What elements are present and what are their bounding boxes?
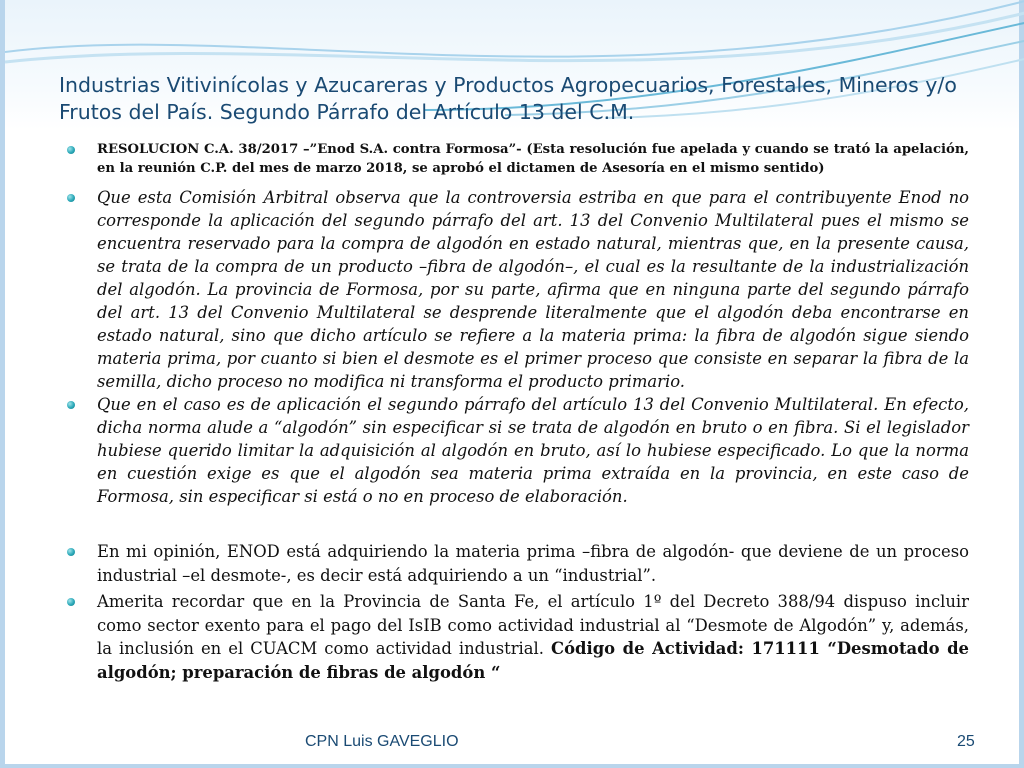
activity-code-text: Código de Actividad: 171111 “Desmotado de algodón; preparación de fibras de algodón “ bbox=[97, 639, 969, 682]
bullet-dot-icon bbox=[67, 401, 75, 409]
bullet-text: RESOLUCION C.A. 38/2017 –”Enod S.A. contra Formosa”- (Esta resolución fue apelada y cuando se trató la apelación, en la reunión C.P. del mes de marzo 2018, se aprobó el dictamen de Asesoría en el mismo sentido) bbox=[97, 142, 969, 176]
bullet-dot-icon bbox=[67, 548, 75, 556]
bullet-text: Que en el caso es de aplicación el segundo párrafo del artículo 13 del Convenio Multilateral. En efecto, dicha norma alude a “algodón” sin especificar si se trata de algodón en bruto o en fibra. Si el legislador hubiese querido limitar la adquisición al algodón en bruto, así lo hubiese especificado. Lo que la norma en cuestión exige es que el algodón sea materia prima extraída en la provincia, en este caso de Formosa, sin especificar si está o no en proceso de elaboración. bbox=[97, 395, 969, 506]
bullet-dot-icon bbox=[67, 194, 75, 202]
bullet-item-resolucion bbox=[67, 140, 969, 178]
bullet-dot-icon bbox=[67, 598, 75, 606]
bullet-text: En mi opinión, ENOD está adquiriendo la materia prima –fibra de algodón- que deviene de un proceso industrial –el desmote-, es decir está adquiriendo a un “industrial”. bbox=[97, 542, 969, 585]
bullet-list bbox=[67, 140, 969, 684]
bullet-text: Que esta Comisión Arbitral observa que la controversia estriba en que para el contribuyente Enod no corresponde la aplicación del segundo párrafo del art. 13 del Convenio Multilateral pues el mismo se encuentra reservado para la compra de algodón en estado natural, mientras que, en la presente causa, se trata de la compra de un producto –fibra de algodón–, el cual es la resultante de la industrialización del algodón. La provincia de Formosa, por su parte, afirma que en ninguna parte del segundo párrafo del art. 13 del Convenio Multilateral se desprende literalmente que el algodón deba encontrarse en estado natural, sino que dicho artículo se refiere a la materia prima: la fibra de algodón sigue siendo materia prima, por cuanto si bien el desmote es el primer proceso que consiste en separar la fibra de la semilla, dicho proceso no modifica ni transforma el producto primario. bbox=[97, 188, 969, 391]
bullet-item-opinion bbox=[67, 540, 969, 587]
bullet-text: Amerita recordar que en la Provincia de Santa Fe, el artículo 1º del Decreto 388/94 dispuso incluir como sector exento para el pago del IsIB como actividad industrial al “Desmote de Algodón” y, además, la inclusión en el CUACM como actividad industrial. bbox=[97, 592, 969, 658]
slide-title: Industrias Vitivinícolas y Azucareras y Productos Agropecuarios, Forestales, Mineros y/o Frutos del País. Segundo Párrafo del Artículo 13 del C.M. bbox=[59, 73, 957, 124]
bullet-dot-icon bbox=[67, 146, 75, 154]
bullet-item-aplicacion bbox=[67, 393, 969, 508]
page-number: 25 bbox=[957, 733, 975, 750]
bullet-item-comision bbox=[67, 186, 969, 393]
footer-author: CPN Luis GAVEGLIO bbox=[305, 733, 459, 750]
bullet-item-santa-fe bbox=[67, 590, 969, 684]
